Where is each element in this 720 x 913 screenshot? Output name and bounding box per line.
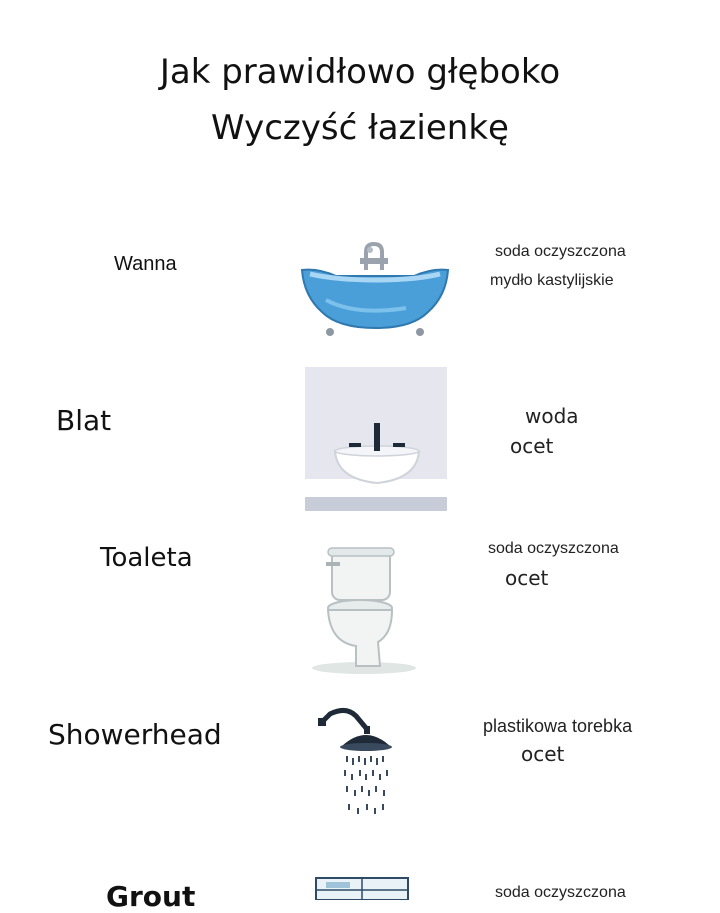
toilet-icon: [298, 538, 430, 676]
row-material-blat-2: ocet: [510, 434, 554, 458]
row-material-grout-1: soda oczyszczona: [495, 884, 626, 901]
page-title-line-1: Jak prawidłowo głęboko: [159, 52, 561, 92]
sink-icon: [305, 367, 447, 511]
row-material-wanna-1: soda oczyszczona: [495, 243, 626, 260]
page-title-line-2: Wyczyść łazienkę: [211, 108, 509, 148]
bathtub-icon: [296, 200, 454, 342]
row-label-blat: Blat: [56, 404, 112, 437]
row-material-toaleta-1: soda oczyszczona: [488, 540, 619, 557]
row-label-wanna: Wanna: [114, 253, 177, 275]
row-material-showerhead-2: ocet: [521, 742, 565, 766]
row-material-toaleta-2: ocet: [505, 566, 549, 590]
row-material-showerhead-1: plastikowa torebka: [483, 716, 633, 736]
row-label-showerhead: Showerhead: [48, 718, 222, 751]
tile-icon: [314, 876, 410, 900]
row-material-wanna-2: mydło kastylijskie: [490, 272, 614, 289]
showerhead-icon: [304, 700, 416, 830]
row-material-blat-1: woda: [525, 404, 579, 428]
row-label-grout: Grout: [106, 880, 196, 913]
row-label-toaleta: Toaleta: [100, 543, 193, 573]
